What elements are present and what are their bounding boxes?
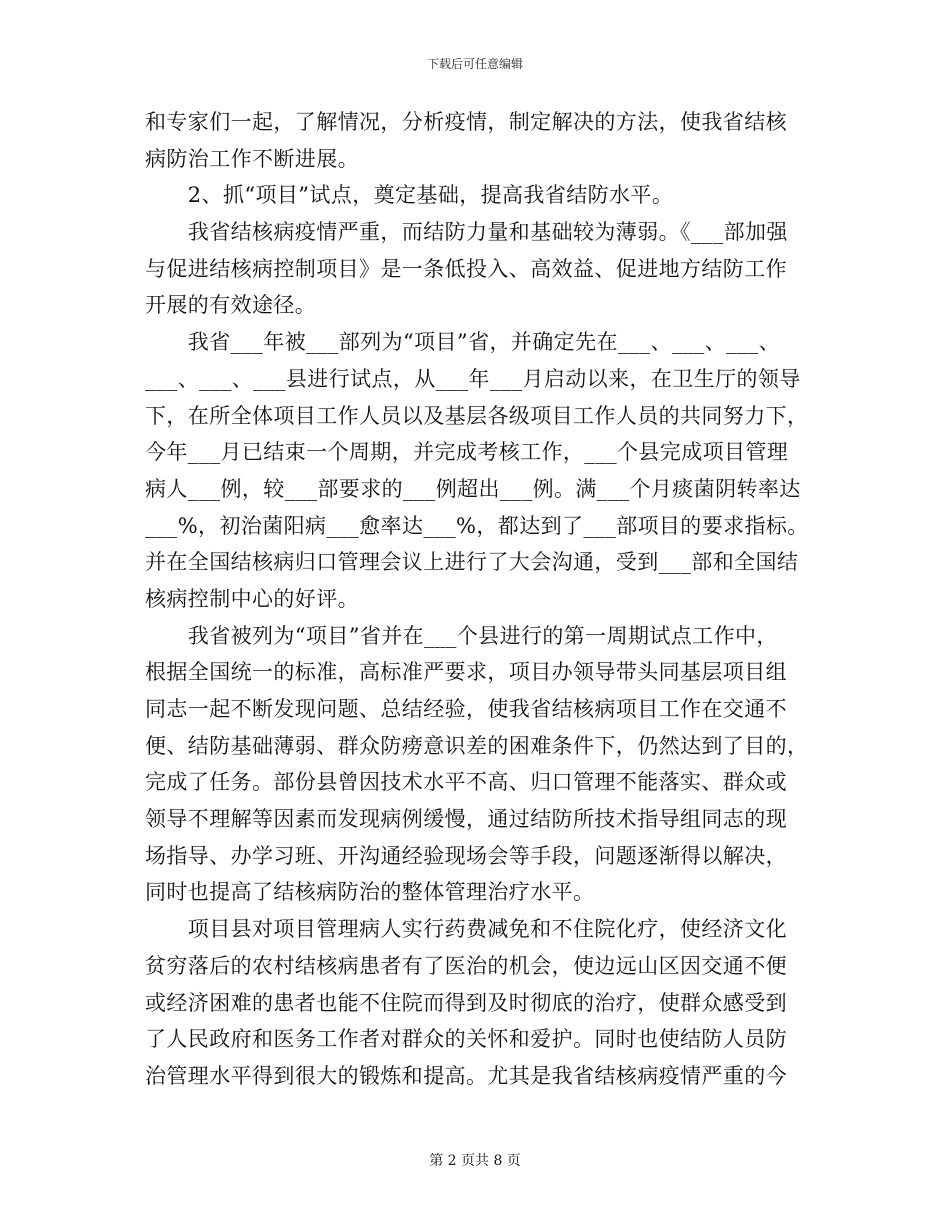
- text-line: 病防治工作不断进展。: [145, 146, 359, 171]
- text-line: 核病控制中心的好评。: [145, 586, 359, 611]
- text-line: 病人___例，较___部要求的___例超出___例。满___个月痰菌阴转率达: [145, 476, 801, 501]
- text-line: 开展的有效途径。: [145, 293, 317, 318]
- text-line: 同时也提高了结核病防治的整体管理治疗水平。: [145, 880, 595, 905]
- text-line: 根据全国统一的标准，高标准严要求，项目办领导带头同基层项目组: [145, 660, 787, 685]
- text-line: 治管理水平得到很大的锻炼和提高。尤其是我省结核病疫情严重的今: [145, 1063, 787, 1088]
- text-line: 完成了任务。部份县曾因技术水平不高、归口管理不能落实、群众或: [145, 770, 787, 795]
- text-line: 和专家们一起，了解情况，分析疫情，制定解决的方法，使我省结核: [145, 110, 787, 134]
- text-line: 今年___月已结束一个周期，并完成考核工作，___个县完成项目管理: [145, 440, 789, 465]
- page-header: 下载后可任意编辑: [426, 57, 523, 71]
- text-line: 领导不理解等因素而发现病例缓慢，通过结防所技术指导组同志的现: [145, 807, 787, 832]
- text-line: 并在全国结核病归口管理会议上进行了大会沟通，受到___部和全国结: [145, 550, 799, 575]
- page-number: 第 2 页共 8 页: [429, 1153, 521, 1169]
- text-line: 或经济困难的患者也能不住院而得到及时彻底的治疗，使群众感受到: [145, 990, 787, 1015]
- text-line: 我省___年被___部列为“项目”省，并确定先在___、___、___、: [145, 330, 781, 355]
- text-line: 与促进结核病控制项目》是一条低投入、高效益、促进地方结防工作: [145, 256, 787, 281]
- text-line: ___%，初治菌阳病___愈率达___%，都达到了___部项目的要求指标。: [145, 513, 809, 538]
- text-line: 项目县对项目管理病人实行药费减免和不住院化疗，使经济文化: [145, 917, 787, 942]
- text-line: 了人民政府和医务工作者对群众的关怀和爱护。同时也使结防人员防: [145, 1027, 787, 1052]
- text-line: 便、结防基础薄弱、群众防痨意识差的困难条件下，仍然达到了目的，: [145, 733, 809, 758]
- text-line: 2、抓“项目”试点，奠定基础，提高我省结防水平。: [145, 183, 674, 208]
- text-line: 贫穷落后的农村结核病患者有了医治的机会，使边远山区因交通不便: [145, 953, 787, 978]
- document-body: [145, 104, 809, 1095]
- text-line: 我省结核病疫情严重，而结防力量和基础较为薄弱。《___部加强: [145, 220, 788, 245]
- text-line: 同志一起不断发现问题、总结经验，使我省结核病项目工作在交通不: [145, 697, 787, 721]
- text-line: 场指导、办学习班、开沟通经验现场会等手段，问题逐渐得以解决，: [145, 843, 787, 868]
- text-line: ___、___、___县进行试点，从___年___月启动以来，在卫生厅的领导: [145, 366, 801, 391]
- text-line: 我省被列为“项目”省并在___个县进行的第一周期试点工作中，: [145, 623, 778, 648]
- text-line: 下，在所全体项目工作人员以及基层各级项目工作人员的共同努力下，: [145, 403, 809, 428]
